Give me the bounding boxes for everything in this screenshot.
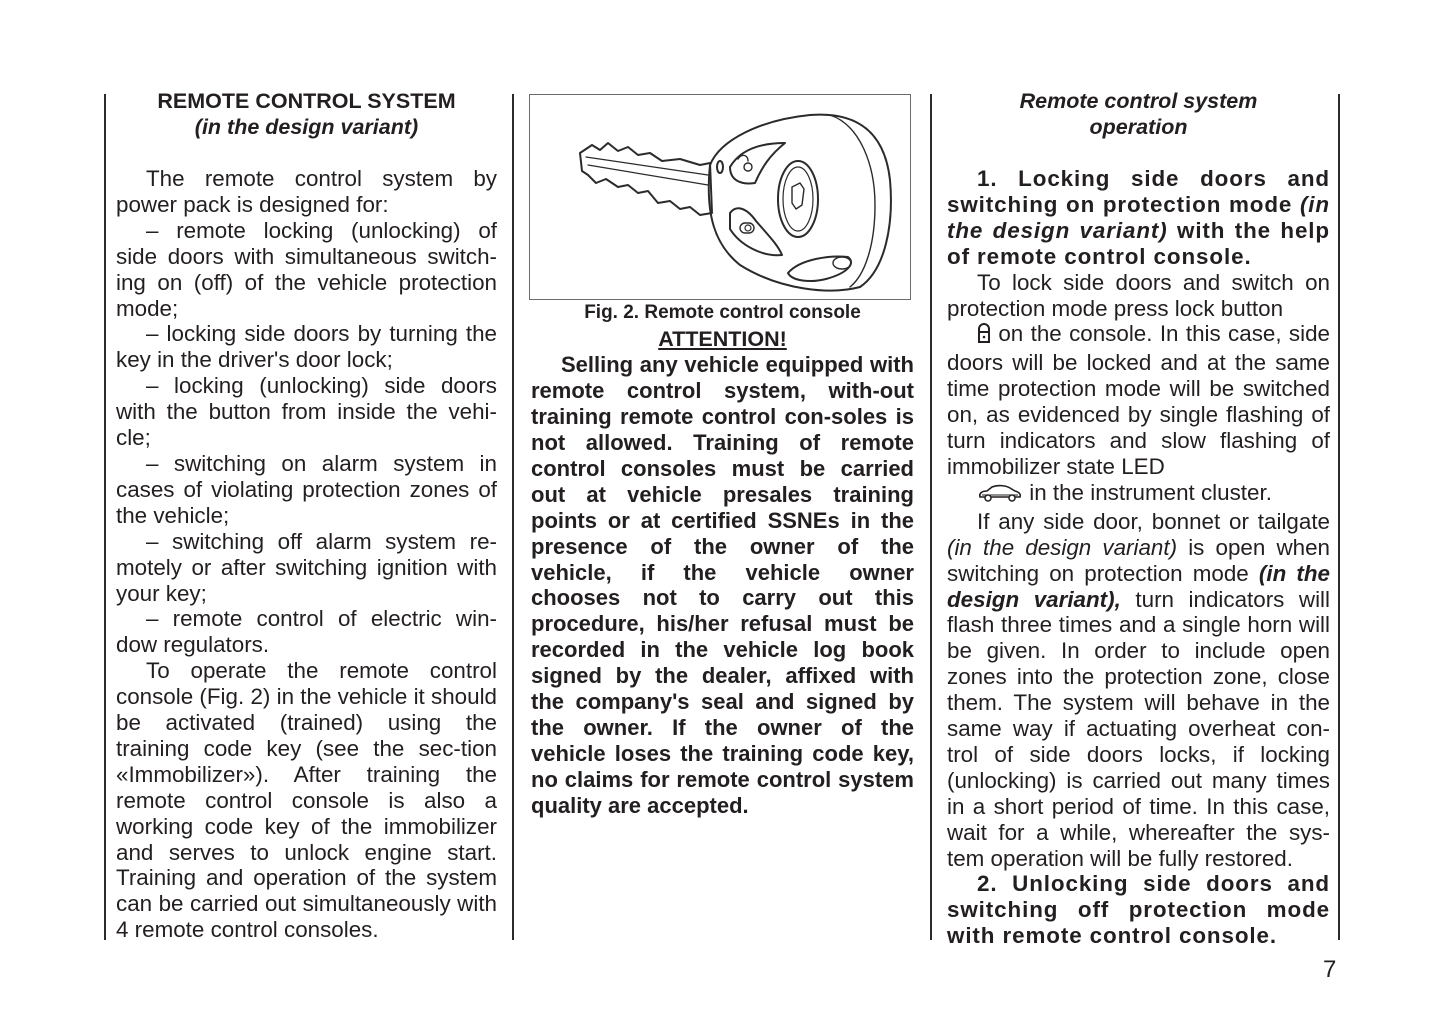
- column-rule-left: [104, 94, 106, 940]
- lock-button-icon: [947, 322, 991, 350]
- body-paragraph: If any side door, bonnet or tailgate (in the design variant) is open when switching on protection mode (in the design variant), turn indicators will flash three times and a single horn will be given. In order to include open zones into the protection zone, close them. The system will behave in the same way if actuating overheat con-trol of side doors locks, if locking (unlocking) is carried out many times in a short period of time. In this case, wait for a while, whereafter the sys-tem operation will be fully restored.: [947, 508, 1330, 871]
- column-1: [116, 88, 497, 943]
- column-rule-middle-right: [930, 94, 932, 940]
- page-number: 7: [1323, 956, 1337, 983]
- subsection-heading-1: 1. Locking side doors and switching on protection mode (in the design variant) with the help of remote control console.: [947, 166, 1330, 269]
- section-title: REMOTE CONTROL SYSTEM: [157, 89, 456, 113]
- list-item: – switching on alarm system in cases of violating protection zones of the vehicle;: [116, 450, 497, 528]
- body-paragraph: To lock side doors and switch on protection mode press lock button on the console. In this case, side doors will be locked and at the same time protection mode will be switched on, as evidenced by single flashing of turn indicators and slow flashing of immobilizer state LED in the instrument cluster.: [947, 270, 1330, 509]
- figure-caption: Fig. 2. Remote control console: [584, 302, 861, 323]
- subsection-heading-2: 2. Unlocking side doors and switching off protection mode with remote control console.: [947, 871, 1330, 949]
- column-3: [947, 88, 1330, 949]
- column-rule-right: [1338, 94, 1340, 940]
- intro-paragraph: The remote control system by power pack is designed for:: [116, 166, 497, 217]
- list-item: – switching off alarm system re-motely or after switching ignition with your key;: [116, 528, 497, 606]
- attention-heading: ATTENTION!: [658, 326, 787, 351]
- column-rule-middle-left: [512, 94, 514, 940]
- list-item: – remote locking (unlocking) of side doors with simultaneous switch-ing on (off) of the vehicle protection mode;: [116, 217, 497, 321]
- section-title: Remote control system: [1019, 89, 1258, 113]
- list-item: – remote control of electric win-dow regulators.: [116, 606, 497, 658]
- key-fob-illustration: [530, 95, 910, 299]
- attention-text: Selling any vehicle equipped with remote control system, with-out training remote control con-soles is not allowed. Training of remote control consoles must be carried out at vehicle presales training points or at certified SSNEs in the presence of the owner of the vehicle, if the vehicle owner chooses not to carry out this procedure, his/her refusal must be recorded in the vehicle log book signed by the dealer, affixed with the company's seal and signed by the owner. If the owner of the vehicle loses the training code key, no claims for remote control system quality are accepted.: [531, 351, 914, 819]
- column-2: [531, 88, 914, 819]
- list-item: – locking side doors by turning the key in the driver's door lock;: [116, 321, 497, 373]
- list-item: – locking (unlocking) side doors with the button from inside the vehi-cle;: [116, 373, 497, 451]
- car-led-icon: [947, 483, 1023, 509]
- section-subtitle: (in the design variant): [194, 115, 419, 139]
- section-title-line2: operation: [1089, 115, 1188, 139]
- figure-frame: [529, 94, 911, 300]
- body-paragraph: To operate the remote control console (Fig. 2) in the vehicle it should be activated (trained) using the training code key (see the sec-tion «Immobilizer»). After training the remote control console is also a working code key of the immobilizer and serves to unlock engine start. Training and operation of the system can be carried out simultaneously with 4 remote control consoles.: [116, 658, 497, 943]
